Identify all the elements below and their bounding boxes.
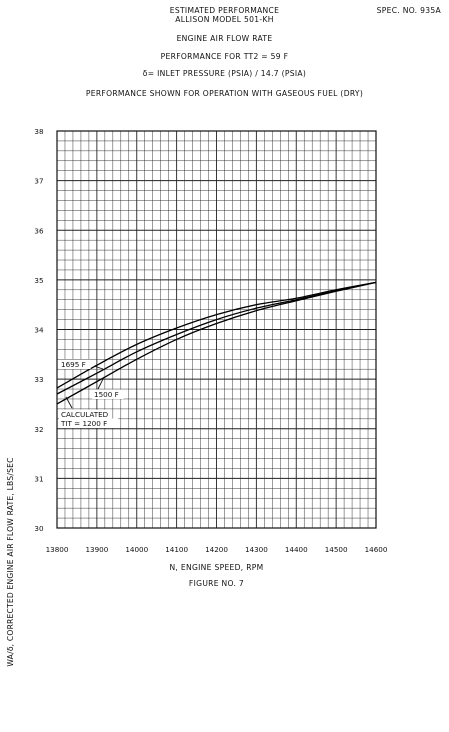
header-line-3: ENGINE AIR FLOW RATE bbox=[176, 34, 273, 43]
header-line-1: ESTIMATED PERFORMANCE bbox=[169, 6, 280, 15]
chart-ticks bbox=[34, 127, 387, 554]
x-tick-label: 14000 bbox=[125, 545, 149, 554]
annotation-1695f-leader bbox=[94, 366, 103, 369]
header-line-2: ALLISON MODEL 501-KH bbox=[175, 15, 274, 24]
y-tick-label: 37 bbox=[34, 176, 44, 186]
annotation-calculated-leader bbox=[66, 397, 72, 408]
x-axis-label: N, ENGINE SPEED, RPM bbox=[169, 563, 264, 572]
header-line-5: δ= INLET PRESSURE (PSIA) / 14.7 (PSIA) bbox=[142, 69, 307, 78]
chart-grid bbox=[57, 131, 376, 528]
x-tick-label: 14500 bbox=[324, 545, 348, 554]
x-tick-label: 14400 bbox=[284, 545, 308, 554]
y-tick-label: 34 bbox=[34, 325, 44, 335]
annotation-tit-1200f: TIT = 1200 F bbox=[61, 419, 108, 428]
y-tick-label: 38 bbox=[34, 127, 44, 136]
annotation-1500f: 1500 F bbox=[94, 390, 119, 399]
y-tick-label: 32 bbox=[34, 424, 44, 434]
annotation-calculated: CALCULATED bbox=[61, 410, 109, 419]
y-tick-label: 36 bbox=[34, 226, 44, 236]
annotation-1695f: 1695 F bbox=[61, 360, 86, 369]
x-tick-label: 13800 bbox=[45, 545, 69, 554]
y-tick-label: 30 bbox=[34, 524, 44, 533]
header-line-6: PERFORMANCE SHOWN FOR OPERATION WITH GASEOUS FUEL (DRY) bbox=[85, 89, 364, 98]
y-tick-label: 35 bbox=[34, 275, 44, 285]
y-axis-label: WA/δ, CORRECTED ENGINE AIR FLOW RATE, LBS/SEC bbox=[6, 457, 15, 667]
x-tick-label: 14100 bbox=[165, 545, 189, 554]
header-line-4: PERFORMANCE FOR TT2 = 59 F bbox=[160, 52, 289, 61]
x-tick-label: 14300 bbox=[244, 545, 268, 554]
y-tick-label: 33 bbox=[34, 375, 44, 385]
x-tick-label: 14600 bbox=[364, 545, 388, 554]
x-tick-label: 14200 bbox=[205, 545, 228, 554]
x-tick-label: 13900 bbox=[85, 545, 109, 554]
spec-number: SPEC. NO. 935A bbox=[376, 6, 441, 15]
chart-annotations bbox=[59, 360, 124, 429]
figure-number: FIGURE NO. 7 bbox=[188, 579, 245, 588]
y-tick-label: 31 bbox=[34, 474, 44, 484]
